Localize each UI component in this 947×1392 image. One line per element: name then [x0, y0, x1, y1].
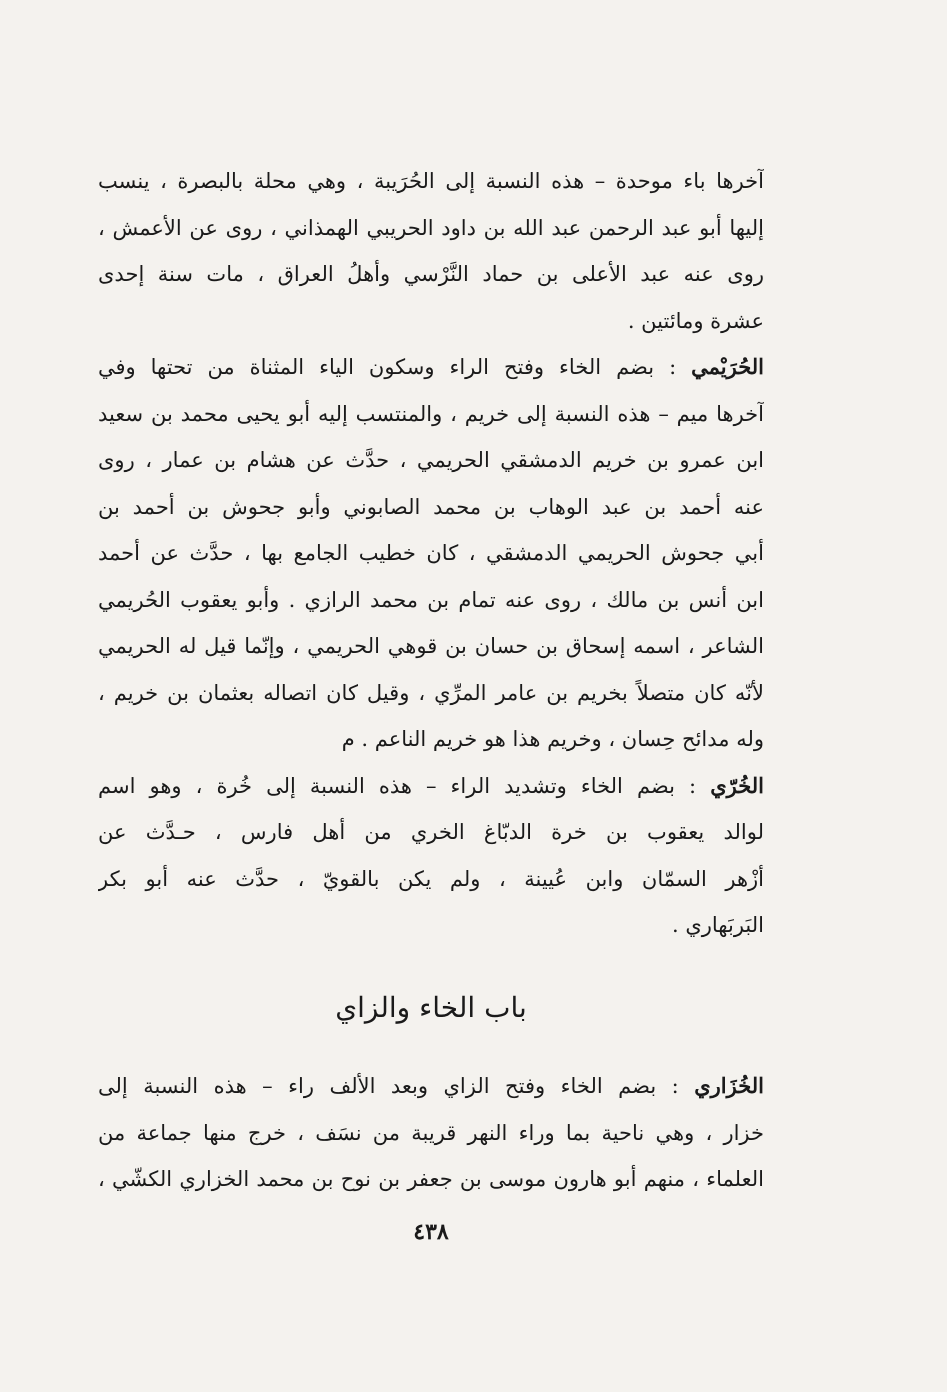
text-line: ابن أنس بن مالك ، روى عنه تمام بن محمد الرازي . وأبو يعقوب الحُريمي: [98, 587, 764, 612]
text-line: خزار ، وهي ناحية بما وراء النهر قريبة من نسَف ، خرج منها جماعة من: [98, 1120, 764, 1145]
entry-headword: الخُرّي: [710, 772, 764, 798]
text-line: آخرها باء موحدة – هذه النسبة إلى الحُرَيبة ، وهي محلة بالبصرة ، ينسب: [98, 169, 764, 193]
text-block-top: [98, 158, 764, 949]
text-line: عنه أحمد بن عبد الوهاب بن محمد الصابوني وأبو جحوش بن أحمد بن: [98, 494, 764, 519]
entry-first-line: [98, 763, 764, 810]
entry-first-line: [98, 344, 764, 391]
entry-headword: الحُرَيْمي: [691, 354, 764, 379]
text-line: أزْهر السمّان وابن عُيينة ، ولم يكن بالقويّ ، حدَّث عنه أبو بكر: [98, 866, 764, 891]
text-line: لوالد يعقوب بن خرة الدبّاغ الخري من أهل فارس ، حـدَّث عن: [98, 820, 764, 844]
text-line: وله مدائح حِسان ، وخريم هذا هو خريم الناعم . م: [341, 727, 764, 751]
text-line: إليها أبو عبد الرحمن عبد الله بن داود الحريبي الهمذاني ، روى عن الأعمش ،: [98, 215, 764, 240]
entry-headword: الخُزَاري: [694, 1073, 764, 1098]
text-line: روى عنه عبد الأعلى بن حماد النَّرْسي وأهلُ العراق ، مات سنة إحدى: [98, 262, 764, 286]
page-number: ٤٣٨: [413, 1219, 449, 1245]
text-line: العلماء ، منهم أبو هارون موسى بن جعفر بن نوح بن محمد الخزاري الكشّي ،: [98, 1167, 764, 1191]
text-line: الشاعر ، اسمه إسحاق بن حسان بن قوهي الحريمي ، وإنّما قيل له الحريمي: [98, 634, 764, 658]
entry-text: : بضم الخاء وتشديد الراء – هذه النسبة إلى خُرة ، وهو اسم: [98, 773, 711, 798]
entry-text: : بضم الخاء وفتح الراء وسكون الياء المثناة من تحتها وفي: [98, 355, 692, 379]
text-line: آخرها ميم – هذه النسبة إلى خريم ، والمنتسب إليه أبو يحيى محمد بن سعيد: [98, 401, 764, 426]
text-line: عشرة ومائتين .: [627, 308, 764, 333]
text-line: البَربَهاري .: [671, 913, 764, 937]
entry-first-line: [98, 1063, 764, 1110]
text-line: لأنّه كان متصلاً بخريم بن عامر المرِّي ، وقيل كان اتصاله بعثمان بن خريم ،: [98, 680, 764, 705]
section-heading: باب الخاء والزاي: [335, 991, 527, 1024]
entry-text: : بضم الخاء وفتح الزاي وبعد الألف راء – هذه النسبة إلى: [98, 1074, 695, 1098]
text-line: أبي جحوش الحريمي الدمشقي ، كان خطيب الجامع بها ، حدَّث عن أحمد: [98, 541, 764, 565]
text-block-bottom: [98, 1063, 764, 1203]
text-line: ابن عمرو بن خريم الدمشقي الحريمي ، حدَّث عن هشام بن عمار ، روى: [98, 448, 764, 472]
